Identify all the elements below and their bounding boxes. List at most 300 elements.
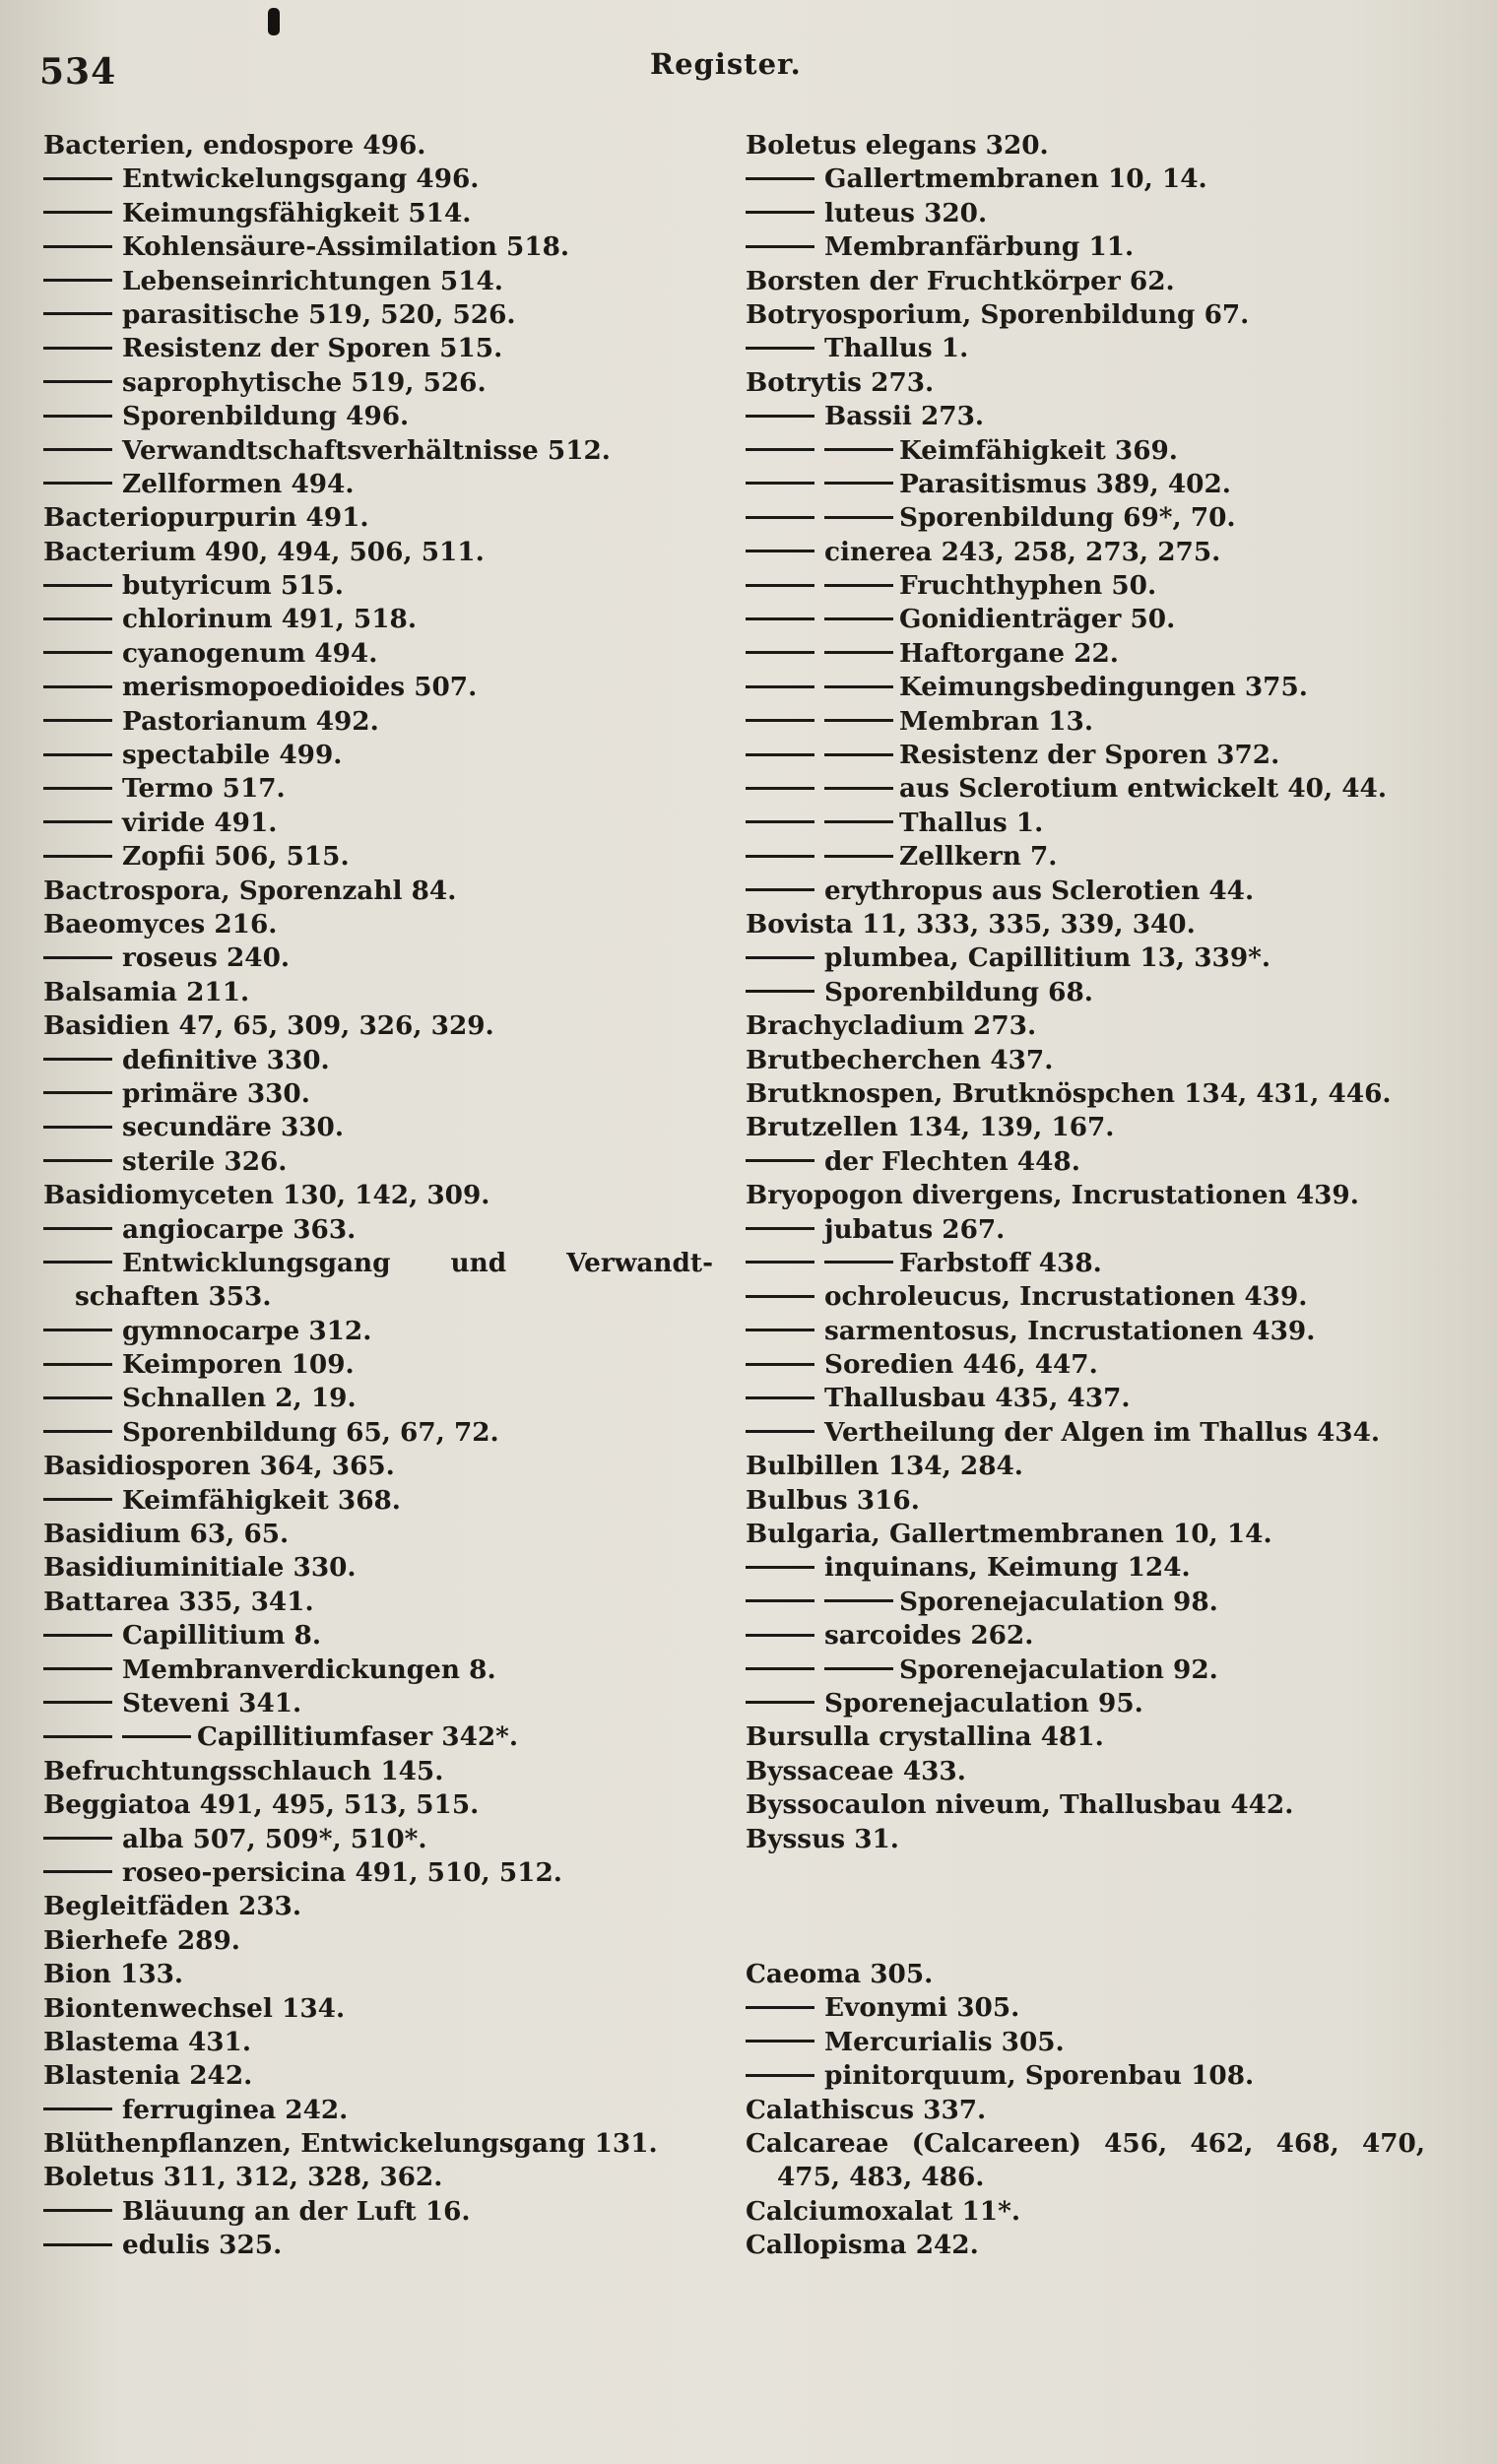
entry-text: Calathiscus 337. <box>746 2094 987 2125</box>
entry-text: Basidiosporen 364, 365. <box>43 1451 395 1482</box>
entry-text: Farbstoff 438. <box>899 1247 1102 1278</box>
index-subentry <box>43 1077 733 1111</box>
ditto-dash <box>43 1498 112 1501</box>
index-entry-continuation <box>746 2161 1455 2194</box>
index-subentry <box>746 162 1455 196</box>
ditto-dash <box>824 651 893 654</box>
index-subentry <box>746 1382 1455 1415</box>
entry-text: Gonidienträger 50. <box>899 604 1176 635</box>
index-subentry <box>746 468 1455 501</box>
entry-text: Bulbillen 134, 284. <box>746 1451 1023 1482</box>
ditto-dash <box>43 2107 112 2110</box>
index-subentry <box>746 1280 1455 1314</box>
entry-text: Byssus 31. <box>746 1823 899 1854</box>
ditto-dash <box>43 855 112 858</box>
index-subentry <box>746 1653 1455 1687</box>
entry-text: Borsten der Fruchtkörper 62. <box>746 265 1175 296</box>
entry-text: angiocarpe 363. <box>122 1213 357 1245</box>
index-entry <box>746 2127 1425 2161</box>
ditto-dash <box>746 2074 814 2077</box>
entry-text: pinitorquum, Sporenbau 108. <box>824 2060 1255 2092</box>
index-subentry <box>43 603 733 636</box>
index-entry <box>43 1551 733 1585</box>
index-subentry <box>43 1720 733 1754</box>
entry-text: Baeomyces 216. <box>43 908 278 940</box>
index-entry <box>746 298 1455 332</box>
entry-text: Balsamia 211. <box>43 976 250 1007</box>
index-entry <box>746 1720 1455 1754</box>
ditto-dash <box>824 448 893 451</box>
index-subentry <box>43 1856 733 1890</box>
entry-text: Befruchtungsschlauch 145. <box>43 1755 444 1786</box>
index-subentry <box>746 603 1455 636</box>
blank-line <box>746 1856 1455 1890</box>
index-subentry <box>43 332 733 365</box>
index-subentry <box>746 976 1455 1009</box>
index-entry-continuation <box>43 1280 733 1314</box>
ditto-dash <box>43 1261 112 1264</box>
index-entry <box>43 875 733 908</box>
ditto-dash <box>746 448 814 451</box>
ditto-dash <box>43 584 112 587</box>
entry-text: Beggiatoa 491, 495, 513, 515. <box>43 1789 480 1821</box>
entry-text: chlorinum 491, 518. <box>122 604 417 635</box>
ditto-dash <box>43 2243 112 2246</box>
index-subentry <box>43 840 733 874</box>
index-entry <box>43 536 733 569</box>
index-entry <box>746 1179 1455 1212</box>
entry-text: Bacterium 490, 494, 506, 511. <box>43 536 485 567</box>
index-subentry <box>746 332 1455 365</box>
index-entry <box>746 2195 1455 2229</box>
ditto-dash <box>43 1837 112 1840</box>
entry-text: Blastenia 242. <box>43 2060 253 2092</box>
entry-text: 475, 483, 486. <box>777 2162 985 2193</box>
ditto-dash <box>43 1159 112 1162</box>
entry-word: und <box>450 1247 507 1278</box>
ditto-dash <box>43 719 112 722</box>
index-subentry <box>43 637 733 671</box>
index-subentry <box>43 1823 733 1856</box>
ditto-dash <box>824 1667 893 1670</box>
blank-line <box>746 1890 1455 1923</box>
entry-text: Fruchthyphen 50. <box>899 570 1157 602</box>
index-subentry <box>43 197 733 230</box>
entry-text: Bryopogon divergens, Incrustationen 439. <box>746 1180 1359 1211</box>
entry-text: Bion 133. <box>43 1959 184 1990</box>
index-entry <box>746 1009 1455 1043</box>
index-subentry <box>746 807 1455 840</box>
entry-text: secundäre 330. <box>122 1112 345 1143</box>
index-subentry <box>43 1653 733 1687</box>
index-subentry <box>746 637 1455 671</box>
ditto-dash <box>43 753 112 756</box>
index-subentry <box>43 1044 733 1077</box>
entry-text: Botryosporium, Sporenbildung 67. <box>746 298 1250 330</box>
entry-text: Gallertmembranen 10, 14. <box>824 163 1207 195</box>
index-subentry <box>43 468 733 501</box>
index-subentry <box>746 1687 1455 1720</box>
index-subentry <box>746 840 1455 874</box>
index-subentry <box>43 739 733 772</box>
index-subentry <box>43 671 733 704</box>
ditto-dash <box>746 1396 814 1399</box>
index-subentry <box>43 1687 733 1720</box>
ditto-dash <box>746 1227 814 1230</box>
ditto-dash <box>43 685 112 688</box>
ditto-dash <box>746 211 814 214</box>
entry-text: edulis 325. <box>122 2230 283 2261</box>
index-subentry <box>746 941 1455 975</box>
index-subentry <box>746 501 1455 535</box>
entry-text: Zopfii 506, 515. <box>122 841 350 873</box>
index-subentry <box>43 941 733 975</box>
entry-text: luteus 320. <box>824 197 988 228</box>
entry-text: Capillitium 8. <box>122 1620 322 1652</box>
entry-text: Membranfärbung 11. <box>824 231 1135 263</box>
entry-text: inquinans, Keimung 124. <box>824 1552 1191 1584</box>
entry-text: Bassii 273. <box>824 401 985 432</box>
entry-text: aus Sclerotium entwickelt 40, 44. <box>899 773 1388 805</box>
entry-text: Thallus 1. <box>824 333 969 364</box>
entry-text: Sporenbildung 69*, 70. <box>899 502 1236 534</box>
ditto-dash <box>43 651 112 654</box>
ditto-dash <box>824 617 893 620</box>
ditto-dash <box>43 347 112 350</box>
ditto-dash <box>746 1329 814 1331</box>
index-subentry <box>746 1991 1455 2025</box>
index-entry <box>43 1992 733 2026</box>
index-entry <box>746 1450 1455 1483</box>
entry-text: Bacterien, endospore 496. <box>43 130 426 161</box>
ditto-dash <box>746 617 814 620</box>
entry-text: Bulgaria, Gallertmembranen 10, 14. <box>746 1519 1272 1550</box>
ditto-dash <box>746 1667 814 1670</box>
index-subentry <box>746 230 1455 264</box>
index-subentry <box>746 2059 1455 2093</box>
ditto-dash <box>824 1599 893 1602</box>
index-subentry <box>746 1619 1455 1653</box>
index-subentry <box>746 1247 1455 1280</box>
index-entry <box>746 366 1455 400</box>
ditto-dash <box>746 685 814 688</box>
ditto-dash <box>746 1363 814 1366</box>
entry-text <box>122 1247 713 1280</box>
index-entry <box>43 2127 733 2161</box>
entry-text: Caeoma 305. <box>746 1959 934 1990</box>
entry-text: Thallus 1. <box>899 807 1044 838</box>
ditto-dash <box>746 415 814 418</box>
entry-text: Entwickelungsgang 496. <box>122 163 480 195</box>
index-entry <box>746 908 1455 941</box>
ditto-dash <box>43 1126 112 1129</box>
index-entry <box>43 1958 733 1991</box>
index-subentry <box>43 400 733 433</box>
index-subentry <box>43 366 733 400</box>
index-subentry <box>746 197 1455 230</box>
ditto-dash <box>746 177 814 180</box>
entry-text: Brutzellen 134, 139, 167. <box>746 1112 1115 1143</box>
index-subentry <box>43 434 733 468</box>
index-subentry <box>746 1586 1455 1619</box>
entry-text: Basidiuminitiale 330. <box>43 1552 357 1584</box>
index-subentry <box>43 1382 733 1415</box>
entry-text: Keimungsfähigkeit 514. <box>122 197 472 228</box>
entry-text: Membranverdickungen 8. <box>122 1653 496 1685</box>
entry-text: sarmentosus, Incrustationen 439. <box>824 1315 1316 1346</box>
ditto-dash <box>746 482 814 485</box>
entry-text: Boletus 311, 312, 328, 362. <box>43 2162 443 2193</box>
ditto-dash <box>43 617 112 620</box>
ditto-dash <box>824 719 893 722</box>
ditto-dash <box>746 516 814 519</box>
entry-text: Haftorgane 22. <box>899 637 1119 669</box>
entry-text: Basidien 47, 65, 309, 326, 329. <box>43 1010 494 1042</box>
index-subentry <box>746 772 1455 806</box>
entry-text: Boletus elegans 320. <box>746 130 1049 161</box>
entry-text: Calcareae (Calcareen) 456, 462, 468, 470, <box>746 2128 1425 2160</box>
entry-text: definitive 330. <box>122 1044 330 1075</box>
index-subentry <box>746 739 1455 772</box>
entry-text: Begleitfäden 233. <box>43 1891 301 1922</box>
index-entry <box>43 1009 733 1043</box>
ditto-dash <box>746 1261 814 1264</box>
ditto-dash <box>824 855 893 858</box>
index-subentry <box>43 1484 733 1518</box>
index-subentry <box>43 1111 733 1144</box>
entry-text: Sporenejaculation 92. <box>899 1653 1218 1685</box>
entry-text: Battarea 335, 341. <box>43 1586 314 1617</box>
entry-text: Calciumoxalat 11*. <box>746 2195 1020 2227</box>
index-entry <box>43 908 733 941</box>
ditto-dash <box>746 1295 814 1298</box>
index-subentry <box>746 1315 1455 1348</box>
entry-text: gymnocarpe 312. <box>122 1315 372 1346</box>
index-entry <box>746 1788 1455 1822</box>
entry-text: Bläuung an der Luft 16. <box>122 2195 471 2227</box>
entry-text: Keimfähigkeit 369. <box>899 434 1178 466</box>
entry-text: Termo 517. <box>122 773 286 805</box>
index-subentry <box>43 1619 733 1653</box>
index-subentry <box>746 2026 1455 2059</box>
entry-text: roseo-persicina 491, 510, 512. <box>122 1856 562 1888</box>
ditto-dash <box>43 2209 112 2212</box>
entry-text: Keimporen 109. <box>122 1349 355 1381</box>
entry-text: der Flechten 448. <box>824 1145 1080 1177</box>
entry-text: Bactrospora, Sporenzahl 84. <box>43 875 457 906</box>
ditto-dash <box>43 1329 112 1331</box>
ditto-dash <box>746 787 814 790</box>
index-entry <box>43 1924 733 1958</box>
ditto-dash <box>43 211 112 214</box>
index-entry <box>43 1179 733 1212</box>
index-entry <box>43 976 733 1009</box>
index-entry <box>43 1450 733 1483</box>
index-entry <box>746 1484 1455 1518</box>
index-subentry <box>43 1416 733 1450</box>
entry-text: Bursulla crystallina 481. <box>746 1721 1104 1753</box>
blank-line <box>746 1924 1455 1958</box>
index-entry <box>43 1586 733 1619</box>
index-entry <box>43 129 733 162</box>
index-subentry <box>43 705 733 739</box>
index-entry <box>746 1077 1455 1111</box>
entry-text: cyanogenum 494. <box>122 637 378 669</box>
entry-text: Botrytis 273. <box>746 366 935 398</box>
index-entry <box>746 1958 1455 1991</box>
ditto-dash <box>746 753 814 756</box>
entry-text: Brutbecherchen 437. <box>746 1044 1054 1075</box>
index-subentry <box>43 2094 733 2127</box>
index-subentry <box>43 2195 733 2229</box>
entry-text: spectabile 499. <box>122 740 343 771</box>
entry-text: Bacteriopurpurin 491. <box>43 502 369 534</box>
entry-text: Sporenbildung 496. <box>122 401 410 432</box>
entry-text: Mercurialis 305. <box>824 2026 1065 2057</box>
index-entry <box>43 2161 733 2194</box>
ditto-dash <box>746 1599 814 1602</box>
ditto-dash <box>824 820 893 823</box>
entry-text: ochroleucus, Incrustationen 439. <box>824 1281 1308 1313</box>
entry-text: Schnallen 2, 19. <box>122 1383 357 1414</box>
index-subentry <box>746 1348 1455 1382</box>
entry-text: jubatus 267. <box>824 1213 1006 1245</box>
entry-text: merismopoedioides 507. <box>122 672 478 703</box>
page-header <box>0 43 1498 102</box>
entry-text: Resistenz der Sporen 372. <box>899 740 1280 771</box>
entry-text: Callopisma 242. <box>746 2230 979 2261</box>
ditto-dash <box>824 787 893 790</box>
ditto-dash <box>43 1363 112 1366</box>
entry-text: Sporenejaculation 95. <box>824 1687 1143 1718</box>
index-entry <box>43 2059 733 2093</box>
ditto-dash <box>746 888 814 891</box>
ditto-dash <box>43 1430 112 1433</box>
ditto-dash <box>43 245 112 248</box>
entry-text: Zellformen 494. <box>122 468 355 499</box>
ditto-dash <box>43 787 112 790</box>
ditto-dash <box>746 2006 814 2009</box>
ditto-dash <box>746 584 814 587</box>
entry-text: Blüthenpflanzen, Entwickelungsgang 131. <box>43 2128 658 2160</box>
entry-text: Keimungsbedingungen 375. <box>899 672 1308 703</box>
ditto-dash <box>43 1091 112 1094</box>
entry-text: viride 491. <box>122 807 278 838</box>
index-entry <box>43 501 733 535</box>
entry-word: Entwicklungsgang <box>122 1247 391 1278</box>
index-subentry <box>43 298 733 332</box>
index-entry <box>746 2094 1455 2127</box>
ditto-dash <box>43 482 112 485</box>
entry-text: erythropus aus Sclerotien 44. <box>824 875 1255 906</box>
ditto-dash <box>746 719 814 722</box>
ditto-dash <box>43 380 112 383</box>
index-subentry <box>43 162 733 196</box>
index-subentry <box>746 1551 1455 1585</box>
ditto-dash <box>43 1396 112 1399</box>
index-entry <box>746 1111 1455 1144</box>
entry-text: butyricum 515. <box>122 570 344 602</box>
entry-text: Parasitismus 389, 402. <box>899 468 1231 499</box>
entry-text: Sporenejaculation 98. <box>899 1586 1218 1617</box>
entry-text: Blastema 431. <box>43 2026 252 2057</box>
index-subentry <box>746 1213 1455 1247</box>
index-entry <box>746 1823 1455 1856</box>
index-entry <box>746 129 1455 162</box>
running-head: Register. <box>650 47 802 81</box>
index-entry <box>746 2229 1455 2262</box>
ditto-dash <box>43 1667 112 1670</box>
index-subentry <box>43 569 733 603</box>
index-subentry <box>43 1247 713 1280</box>
entry-text: Capillitiumfaser 342*. <box>197 1721 519 1753</box>
ditto-dash <box>746 1566 814 1569</box>
ditto-dash <box>746 1430 814 1433</box>
entry-text: Sporenbildung 68. <box>824 976 1093 1007</box>
ditto-dash <box>43 448 112 451</box>
entry-text: Sporenbildung 65, 67, 72. <box>122 1416 499 1448</box>
ditto-dash <box>824 1261 893 1264</box>
entry-text: Verwandtschaftsverhältnisse 512. <box>122 434 611 466</box>
index-subentry <box>43 772 733 806</box>
entry-text: plumbea, Capillitium 13, 339*. <box>824 942 1271 974</box>
entry-text: Thallusbau 435, 437. <box>824 1383 1131 1414</box>
entry-text: primäre 330. <box>122 1077 310 1109</box>
index-entry <box>43 1890 733 1923</box>
entry-text: Evonymi 305. <box>824 1992 1020 2024</box>
index-entry <box>746 265 1455 298</box>
entry-text: Keimfähigkeit 368. <box>122 1484 401 1516</box>
ditto-dash <box>746 245 814 248</box>
index-entry <box>746 1755 1455 1788</box>
entry-text: schaften 353. <box>75 1281 272 1313</box>
entry-text: Basidium 63, 65. <box>43 1519 290 1550</box>
ditto-dash <box>746 550 814 552</box>
ditto-dash <box>746 1634 814 1637</box>
entry-text: Byssaceae 433. <box>746 1755 966 1786</box>
entry-text: Bulbus 316. <box>746 1484 920 1516</box>
ditto-dash <box>43 1058 112 1061</box>
entry-text: Bierhefe 289. <box>43 1924 240 1956</box>
index-subentry <box>746 569 1455 603</box>
index-subentry <box>746 536 1455 569</box>
entry-text: Soredien 446, 447. <box>824 1349 1098 1381</box>
ditto-dash <box>43 956 112 959</box>
ditto-dash <box>746 1701 814 1704</box>
index-entry <box>43 1755 733 1788</box>
entry-text: Lebenseinrichtungen 514. <box>122 265 503 296</box>
ditto-dash <box>824 584 893 587</box>
entry-text: Zellkern 7. <box>899 841 1058 873</box>
ink-blotch <box>268 8 280 35</box>
index-subentry <box>43 1348 733 1382</box>
index-subentry <box>746 875 1455 908</box>
entry-text: Biontenwechsel 134. <box>43 1992 346 2024</box>
ditto-dash <box>746 1159 814 1162</box>
index-subentry <box>746 671 1455 704</box>
index-subentry <box>43 2229 733 2262</box>
entry-text: Vertheilung der Algen im Thallus 434. <box>824 1416 1381 1448</box>
index-subentry <box>43 1315 733 1348</box>
entry-text: ferruginea 242. <box>122 2094 349 2125</box>
ditto-dash <box>746 956 814 959</box>
index-entry <box>746 1518 1455 1551</box>
index-column-right <box>746 129 1455 2263</box>
entry-text: Resistenz der Sporen 515. <box>122 333 503 364</box>
ditto-dash <box>43 1227 112 1230</box>
index-entry <box>746 1044 1455 1077</box>
entry-text: saprophytische 519, 526. <box>122 366 487 398</box>
